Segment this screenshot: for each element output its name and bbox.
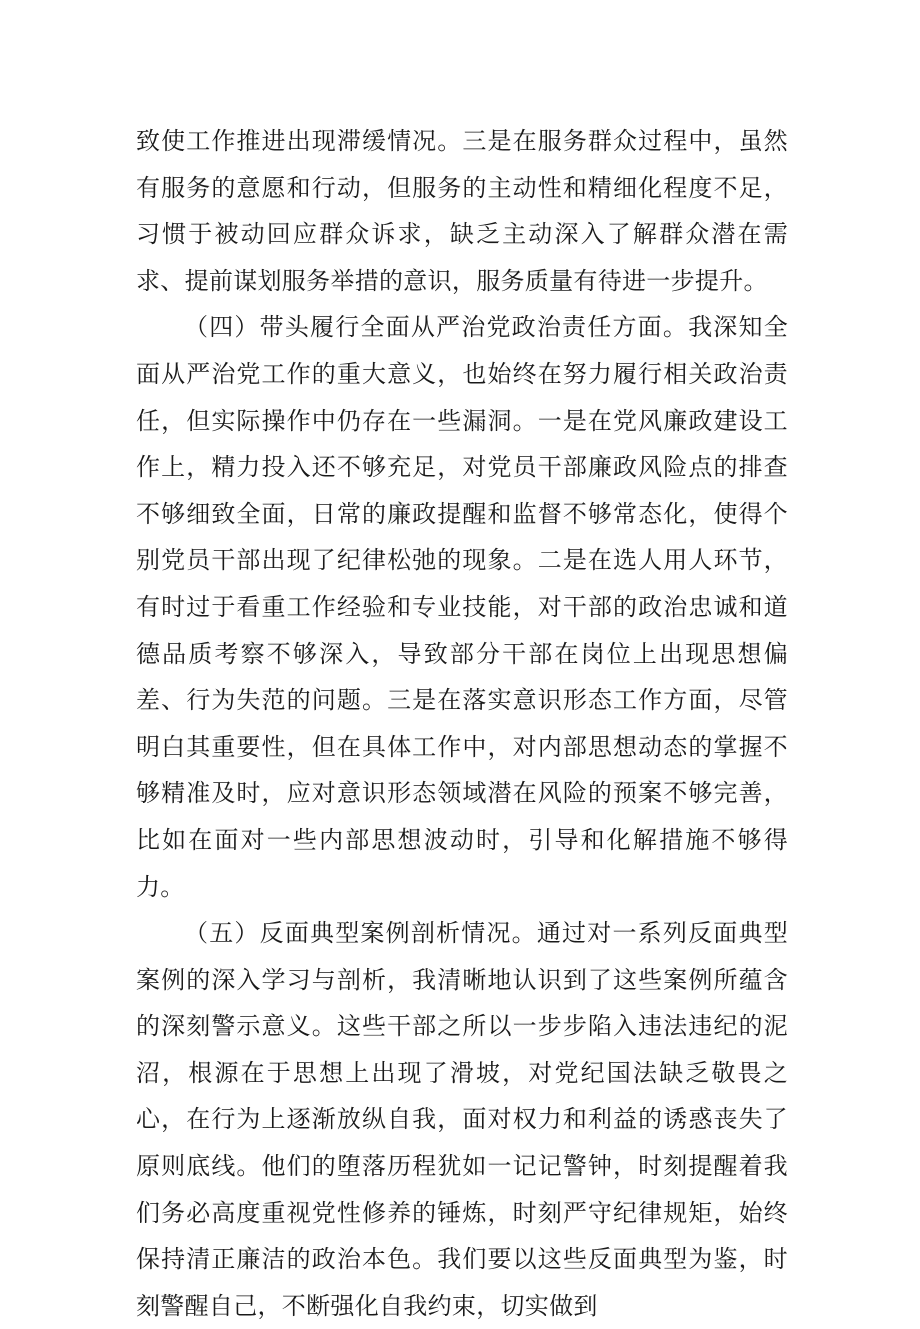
paragraph-2: （四）带头履行全面从严治党政治责任方面。我深知全面从严治党工作的重大意义，也始终在努力履行相关政治责任，但实际操作中仍存在一些漏洞。一是在党风廉政建设工作上，精力投入还不够充足，对党员干部廉政风险点的排查不够细致全面，日常的廉政提醒和监督不够常态化，使得个别党员干部出现了纪律松弛的现象。二是在选人用人环节，有时过于看重工作经验和专业技能，对干部的政治忠诚和道德品质考察不够深入，导致部分干部在岗位上出现思想偏差、行为失范的问题。三是在落实意识形态工作方面，尽管明白其重要性，但在具体工作中，对内部思想动态的掌握不够精准及时，应对意识形态领域潜在风险的预案不够完善，比如在面对一些内部思想波动时，引导和化解措施不够得力。 [136, 313, 788, 901]
document-body [136, 118, 788, 1329]
paragraph-1: 致使工作推进出现滞缓情况。三是在服务群众过程中，虽然有服务的意愿和行动，但服务的主动性和精细化程度不足，习惯于被动回应群众诉求，缺乏主动深入了解群众潜在需求、提前谋划服务举措的意识，服务质量有待进一步提升。 [136, 127, 788, 295]
paragraph-3: （五）反面典型案例剖析情况。通过对一系列反面典型案例的深入学习与剖析，我清晰地认识到了这些案例所蕴含的深刻警示意义。这些干部之所以一步步陷入违法违纪的泥沼，根源在于思想上出现了滑坡，对党纪国法缺乏敬畏之心，在行为上逐渐放纵自我，面对权力和利益的诱惑丧失了原则底线。他们的堕落历程犹如一记记警钟，时刻提醒着我们务必高度重视党性修养的锤炼，时刻严守纪律规矩，始终保持清正廉洁的政治本色。我们要以这些反面典型为鉴，时刻警醒自己，不断强化自我约束，切实做到 [136, 919, 788, 1320]
